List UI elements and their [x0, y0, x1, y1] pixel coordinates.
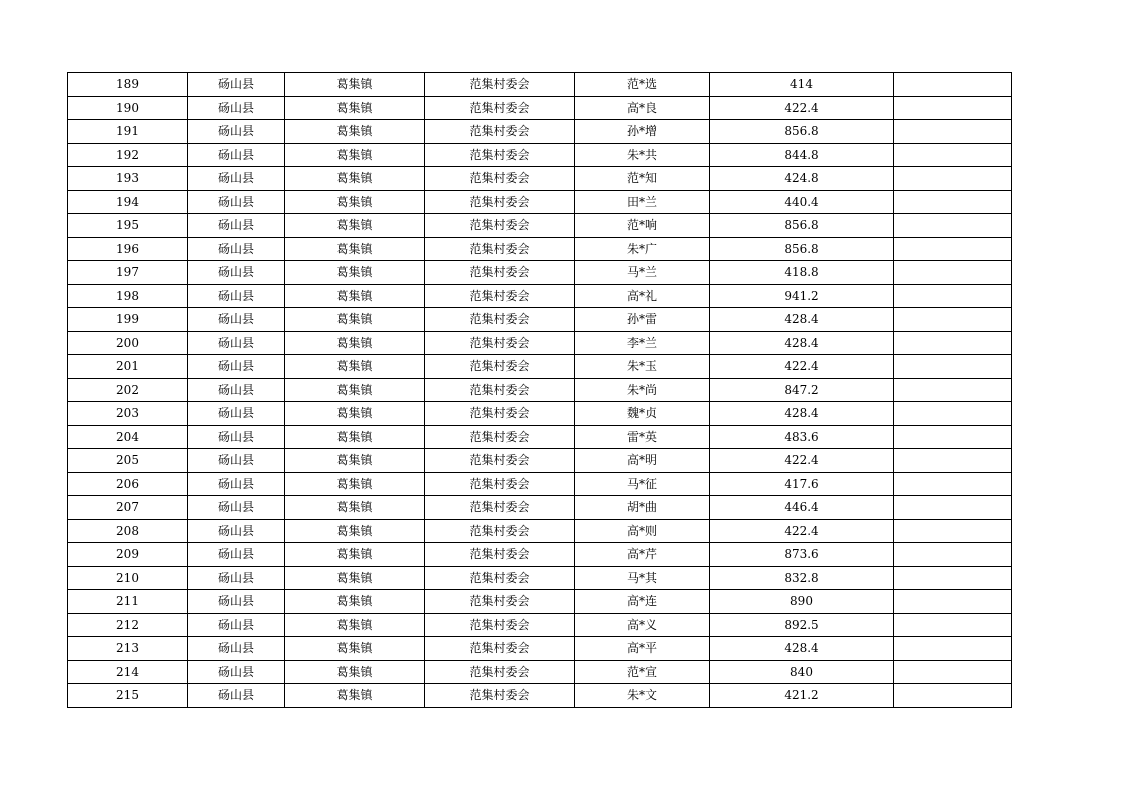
name-cell: 朱*共 [575, 143, 710, 167]
village-committee-cell: 范集村委会 [425, 425, 575, 449]
village-committee-cell: 范集村委会 [425, 402, 575, 426]
town-cell: 葛集镇 [285, 378, 425, 402]
name-cell: 高*芹 [575, 543, 710, 567]
amount-cell: 840 [710, 660, 894, 684]
row-number-cell: 212 [68, 613, 188, 637]
town-cell: 葛集镇 [285, 590, 425, 614]
note-cell [894, 543, 1012, 567]
county-cell: 砀山县 [188, 660, 285, 684]
table-row [68, 425, 1012, 449]
row-number-cell: 194 [68, 190, 188, 214]
amount-cell: 422.4 [710, 449, 894, 473]
note-cell [894, 73, 1012, 97]
table-row [68, 331, 1012, 355]
row-number-cell: 199 [68, 308, 188, 332]
town-cell: 葛集镇 [285, 308, 425, 332]
village-committee-cell: 范集村委会 [425, 449, 575, 473]
amount-cell: 422.4 [710, 96, 894, 120]
note-cell [894, 472, 1012, 496]
row-number-cell: 213 [68, 637, 188, 661]
village-committee-cell: 范集村委会 [425, 237, 575, 261]
note-cell [894, 566, 1012, 590]
village-committee-cell: 范集村委会 [425, 378, 575, 402]
name-cell: 马*其 [575, 566, 710, 590]
table-row [68, 402, 1012, 426]
table-row [68, 613, 1012, 637]
amount-cell: 428.4 [710, 637, 894, 661]
name-cell: 孙*增 [575, 120, 710, 144]
county-cell: 砀山县 [188, 261, 285, 285]
name-cell: 李*兰 [575, 331, 710, 355]
amount-cell: 483.6 [710, 425, 894, 449]
amount-cell: 428.4 [710, 331, 894, 355]
row-number-cell: 207 [68, 496, 188, 520]
village-committee-cell: 范集村委会 [425, 355, 575, 379]
town-cell: 葛集镇 [285, 73, 425, 97]
name-cell: 马*征 [575, 472, 710, 496]
name-cell: 高*连 [575, 590, 710, 614]
amount-cell: 856.8 [710, 120, 894, 144]
name-cell: 高*明 [575, 449, 710, 473]
note-cell [894, 496, 1012, 520]
town-cell: 葛集镇 [285, 519, 425, 543]
county-cell: 砀山县 [188, 519, 285, 543]
name-cell: 高*义 [575, 613, 710, 637]
town-cell: 葛集镇 [285, 120, 425, 144]
county-cell: 砀山县 [188, 237, 285, 261]
town-cell: 葛集镇 [285, 684, 425, 708]
county-cell: 砀山县 [188, 214, 285, 238]
town-cell: 葛集镇 [285, 637, 425, 661]
table-row [68, 190, 1012, 214]
amount-cell: 873.6 [710, 543, 894, 567]
village-committee-cell: 范集村委会 [425, 120, 575, 144]
county-cell: 砀山县 [188, 96, 285, 120]
town-cell: 葛集镇 [285, 566, 425, 590]
table-row [68, 660, 1012, 684]
town-cell: 葛集镇 [285, 237, 425, 261]
amount-cell: 414 [710, 73, 894, 97]
name-cell: 范*选 [575, 73, 710, 97]
note-cell [894, 190, 1012, 214]
name-cell: 胡*曲 [575, 496, 710, 520]
county-cell: 砀山县 [188, 355, 285, 379]
village-committee-cell: 范集村委会 [425, 613, 575, 637]
amount-cell: 418.8 [710, 261, 894, 285]
town-cell: 葛集镇 [285, 96, 425, 120]
county-cell: 砀山县 [188, 613, 285, 637]
note-cell [894, 120, 1012, 144]
amount-cell: 422.4 [710, 519, 894, 543]
village-committee-cell: 范集村委会 [425, 190, 575, 214]
amount-cell: 417.6 [710, 472, 894, 496]
amount-cell: 832.8 [710, 566, 894, 590]
row-number-cell: 211 [68, 590, 188, 614]
village-committee-cell: 范集村委会 [425, 331, 575, 355]
town-cell: 葛集镇 [285, 449, 425, 473]
town-cell: 葛集镇 [285, 660, 425, 684]
row-number-cell: 189 [68, 73, 188, 97]
town-cell: 葛集镇 [285, 472, 425, 496]
row-number-cell: 206 [68, 472, 188, 496]
town-cell: 葛集镇 [285, 331, 425, 355]
county-cell: 砀山县 [188, 167, 285, 191]
village-committee-cell: 范集村委会 [425, 472, 575, 496]
amount-cell: 446.4 [710, 496, 894, 520]
village-committee-cell: 范集村委会 [425, 660, 575, 684]
village-committee-cell: 范集村委会 [425, 590, 575, 614]
county-cell: 砀山县 [188, 143, 285, 167]
town-cell: 葛集镇 [285, 167, 425, 191]
amount-cell: 844.8 [710, 143, 894, 167]
village-committee-cell: 范集村委会 [425, 167, 575, 191]
row-number-cell: 193 [68, 167, 188, 191]
table-row [68, 214, 1012, 238]
row-number-cell: 198 [68, 284, 188, 308]
town-cell: 葛集镇 [285, 613, 425, 637]
village-committee-cell: 范集村委会 [425, 684, 575, 708]
village-committee-cell: 范集村委会 [425, 96, 575, 120]
amount-cell: 890 [710, 590, 894, 614]
county-cell: 砀山县 [188, 425, 285, 449]
village-committee-cell: 范集村委会 [425, 543, 575, 567]
village-committee-cell: 范集村委会 [425, 143, 575, 167]
table-row [68, 96, 1012, 120]
row-number-cell: 204 [68, 425, 188, 449]
county-cell: 砀山县 [188, 402, 285, 426]
table-row [68, 519, 1012, 543]
village-committee-cell: 范集村委会 [425, 519, 575, 543]
table-row [68, 637, 1012, 661]
amount-cell: 440.4 [710, 190, 894, 214]
county-cell: 砀山县 [188, 120, 285, 144]
name-cell: 朱*广 [575, 237, 710, 261]
name-cell: 范*响 [575, 214, 710, 238]
table-row [68, 543, 1012, 567]
town-cell: 葛集镇 [285, 543, 425, 567]
name-cell: 朱*玉 [575, 355, 710, 379]
table-row [68, 73, 1012, 97]
county-cell: 砀山县 [188, 472, 285, 496]
note-cell [894, 519, 1012, 543]
village-committee-cell: 范集村委会 [425, 261, 575, 285]
note-cell [894, 308, 1012, 332]
note-cell [894, 284, 1012, 308]
amount-cell: 421.2 [710, 684, 894, 708]
row-number-cell: 196 [68, 237, 188, 261]
table-row [68, 378, 1012, 402]
note-cell [894, 613, 1012, 637]
village-committee-cell: 范集村委会 [425, 308, 575, 332]
table-row [68, 590, 1012, 614]
row-number-cell: 197 [68, 261, 188, 285]
county-cell: 砀山县 [188, 684, 285, 708]
county-cell: 砀山县 [188, 637, 285, 661]
amount-cell: 892.5 [710, 613, 894, 637]
note-cell [894, 237, 1012, 261]
village-committee-cell: 范集村委会 [425, 496, 575, 520]
row-number-cell: 208 [68, 519, 188, 543]
note-cell [894, 378, 1012, 402]
note-cell [894, 425, 1012, 449]
table-row [68, 261, 1012, 285]
note-cell [894, 355, 1012, 379]
town-cell: 葛集镇 [285, 284, 425, 308]
table-row [68, 284, 1012, 308]
amount-cell: 941.2 [710, 284, 894, 308]
name-cell: 高*礼 [575, 284, 710, 308]
amount-cell: 428.4 [710, 308, 894, 332]
name-cell: 范*知 [575, 167, 710, 191]
table-row [68, 237, 1012, 261]
name-cell: 高*平 [575, 637, 710, 661]
town-cell: 葛集镇 [285, 261, 425, 285]
county-cell: 砀山县 [188, 566, 285, 590]
name-cell: 范*宣 [575, 660, 710, 684]
note-cell [894, 96, 1012, 120]
amount-cell: 856.8 [710, 214, 894, 238]
table-row [68, 120, 1012, 144]
county-cell: 砀山县 [188, 590, 285, 614]
table-row [68, 143, 1012, 167]
table-row [68, 449, 1012, 473]
row-number-cell: 205 [68, 449, 188, 473]
county-cell: 砀山县 [188, 449, 285, 473]
note-cell [894, 214, 1012, 238]
village-committee-cell: 范集村委会 [425, 566, 575, 590]
village-committee-cell: 范集村委会 [425, 637, 575, 661]
note-cell [894, 684, 1012, 708]
name-cell: 雷*英 [575, 425, 710, 449]
table-row [68, 684, 1012, 708]
row-number-cell: 210 [68, 566, 188, 590]
note-cell [894, 660, 1012, 684]
name-cell: 田*兰 [575, 190, 710, 214]
village-committee-cell: 范集村委会 [425, 73, 575, 97]
name-cell: 朱*文 [575, 684, 710, 708]
town-cell: 葛集镇 [285, 214, 425, 238]
data-table [67, 72, 1012, 708]
village-committee-cell: 范集村委会 [425, 284, 575, 308]
town-cell: 葛集镇 [285, 425, 425, 449]
village-committee-cell: 范集村委会 [425, 214, 575, 238]
note-cell [894, 637, 1012, 661]
row-number-cell: 201 [68, 355, 188, 379]
amount-cell: 424.8 [710, 167, 894, 191]
county-cell: 砀山县 [188, 543, 285, 567]
note-cell [894, 167, 1012, 191]
row-number-cell: 215 [68, 684, 188, 708]
county-cell: 砀山县 [188, 73, 285, 97]
county-cell: 砀山县 [188, 378, 285, 402]
note-cell [894, 143, 1012, 167]
row-number-cell: 191 [68, 120, 188, 144]
amount-cell: 422.4 [710, 355, 894, 379]
county-cell: 砀山县 [188, 331, 285, 355]
county-cell: 砀山县 [188, 284, 285, 308]
note-cell [894, 590, 1012, 614]
table-body [68, 73, 1012, 708]
town-cell: 葛集镇 [285, 143, 425, 167]
town-cell: 葛集镇 [285, 496, 425, 520]
amount-cell: 856.8 [710, 237, 894, 261]
table-row [68, 167, 1012, 191]
table-row [68, 308, 1012, 332]
note-cell [894, 331, 1012, 355]
table-row [68, 355, 1012, 379]
table-row [68, 566, 1012, 590]
row-number-cell: 203 [68, 402, 188, 426]
name-cell: 孙*雷 [575, 308, 710, 332]
row-number-cell: 214 [68, 660, 188, 684]
row-number-cell: 209 [68, 543, 188, 567]
amount-cell: 847.2 [710, 378, 894, 402]
county-cell: 砀山县 [188, 308, 285, 332]
county-cell: 砀山县 [188, 190, 285, 214]
row-number-cell: 200 [68, 331, 188, 355]
note-cell [894, 449, 1012, 473]
name-cell: 朱*尚 [575, 378, 710, 402]
row-number-cell: 192 [68, 143, 188, 167]
county-cell: 砀山县 [188, 496, 285, 520]
note-cell [894, 261, 1012, 285]
amount-cell: 428.4 [710, 402, 894, 426]
name-cell: 魏*贞 [575, 402, 710, 426]
name-cell: 高*良 [575, 96, 710, 120]
name-cell: 马*兰 [575, 261, 710, 285]
row-number-cell: 195 [68, 214, 188, 238]
town-cell: 葛集镇 [285, 355, 425, 379]
table-row [68, 472, 1012, 496]
row-number-cell: 202 [68, 378, 188, 402]
name-cell: 高*则 [575, 519, 710, 543]
town-cell: 葛集镇 [285, 402, 425, 426]
table-row [68, 496, 1012, 520]
town-cell: 葛集镇 [285, 190, 425, 214]
note-cell [894, 402, 1012, 426]
row-number-cell: 190 [68, 96, 188, 120]
